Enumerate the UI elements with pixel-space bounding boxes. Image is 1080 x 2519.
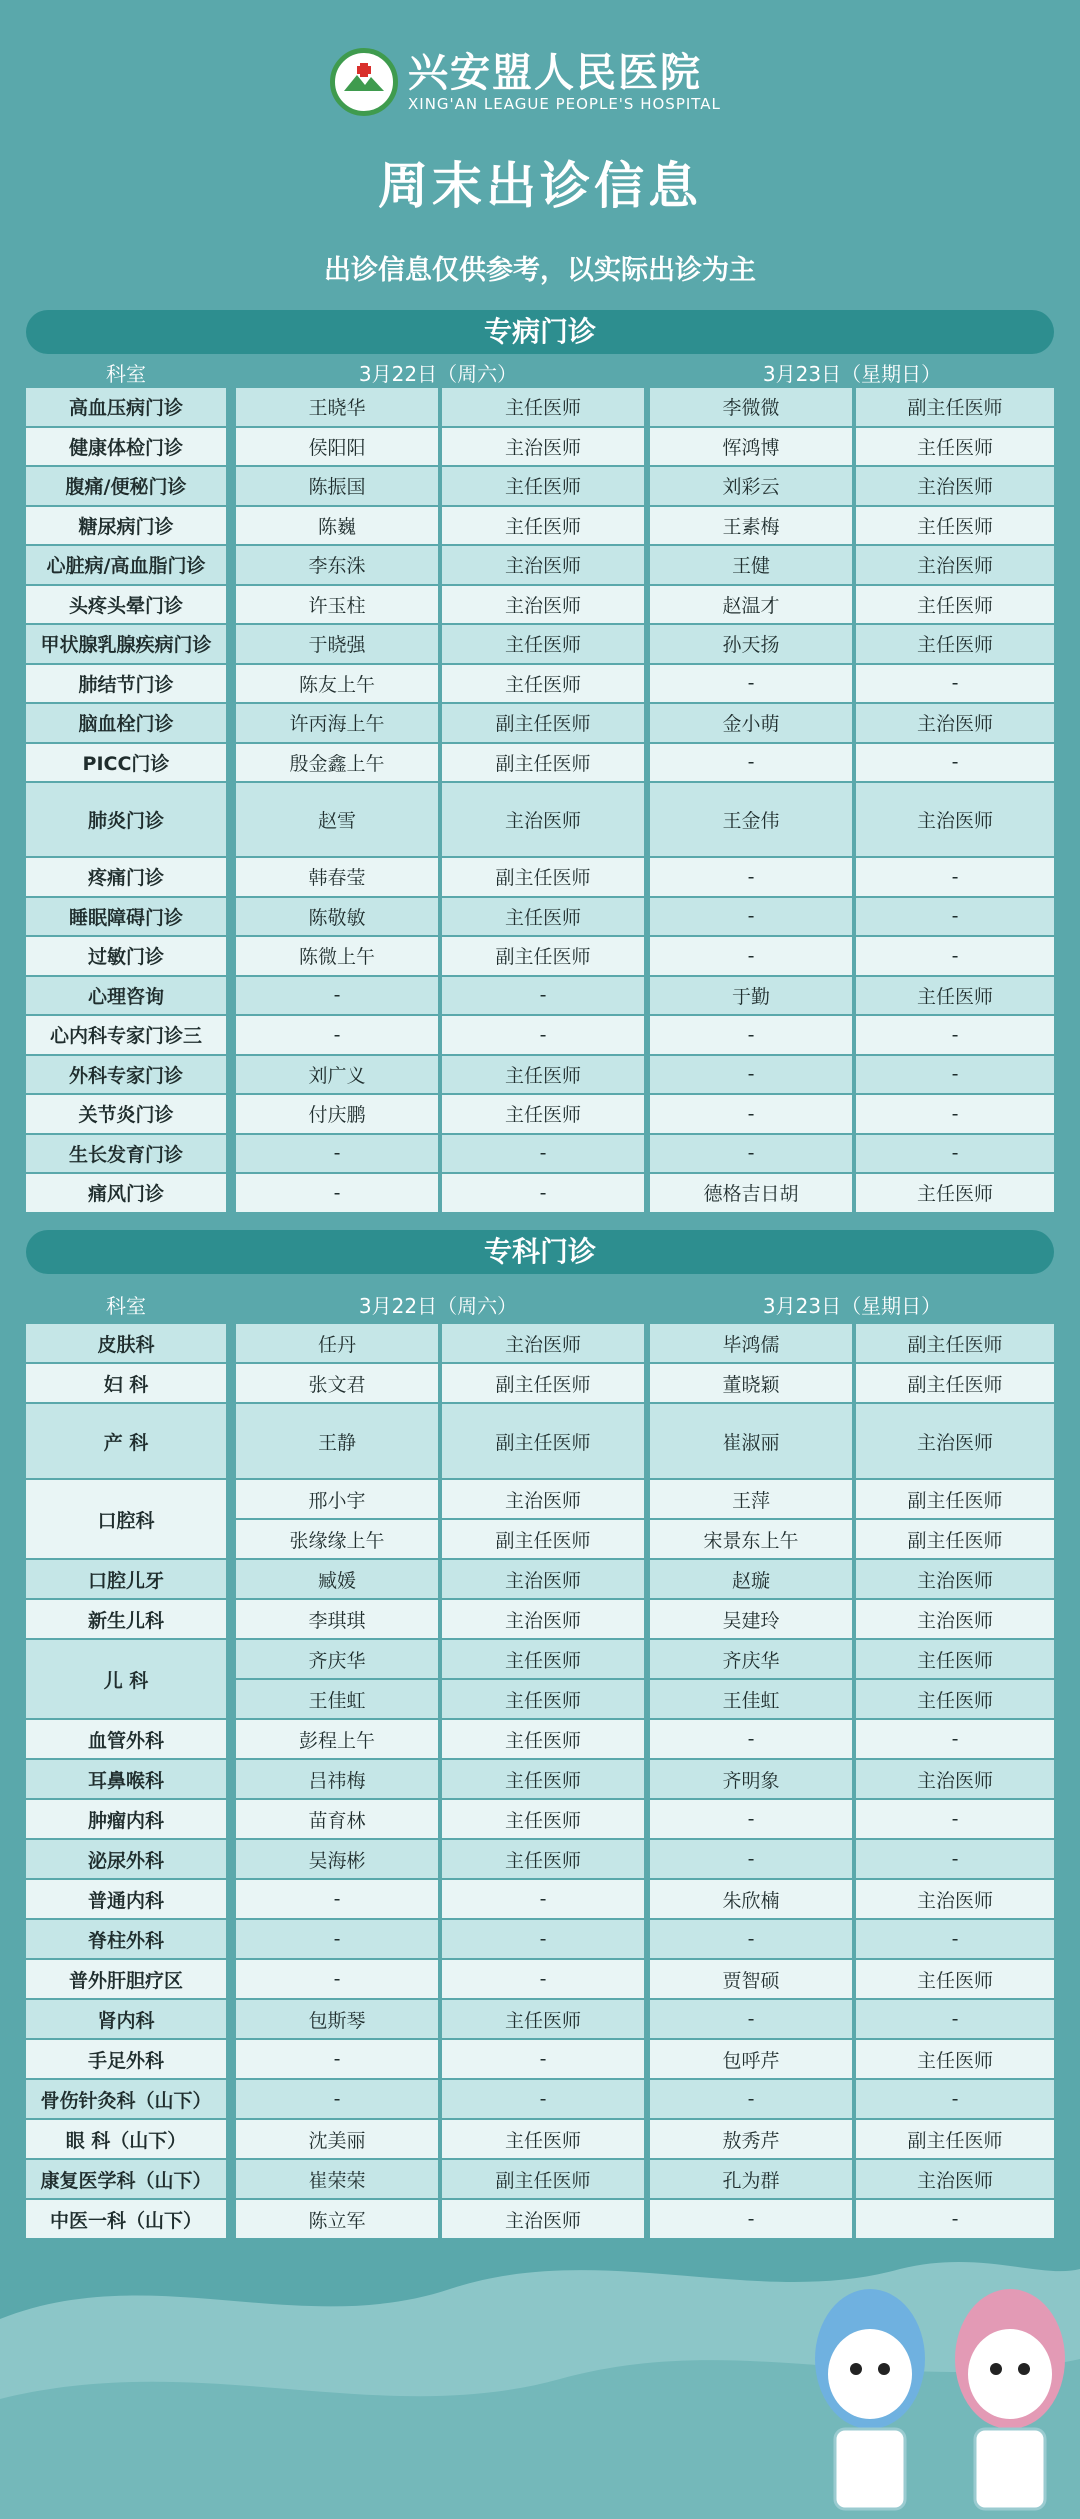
specialty-table	[26, 1324, 1054, 2240]
dept-cell: 心内科专家门诊三	[26, 1016, 226, 1056]
dept-cell: 过敏门诊	[26, 937, 226, 977]
dept-cell: 关节炎门诊	[26, 1095, 226, 1135]
dept-cell: 口腔科	[26, 1480, 226, 1560]
dept-cell: 康复医学科（山下）	[26, 2160, 226, 2200]
doctor-title-cell: 主任医师	[442, 467, 644, 507]
doctor-title-cell: -	[442, 1880, 644, 1920]
dept-cell: 口腔儿牙	[26, 1560, 226, 1600]
footer-decoration	[0, 2229, 1080, 2519]
doctor-name-cell: -	[236, 1174, 438, 1214]
doctor-name-cell: 许丙海上午	[236, 704, 438, 744]
doctor-title-cell: 主任医师	[856, 586, 1054, 626]
doctor-name-cell: 于勤	[650, 977, 852, 1017]
doctor-title-cell: 副主任医师	[856, 1364, 1054, 1404]
dept-cell: 肺结节门诊	[26, 665, 226, 705]
doctor-name-cell: 王晓华	[236, 388, 438, 428]
dept-cell: 手足外科	[26, 2040, 226, 2080]
table-row	[26, 1840, 1054, 1880]
table-row	[26, 388, 1054, 428]
doctor-name-cell: 宋景东上午	[650, 1520, 852, 1560]
doctor-title-cell: 主治医师	[856, 1880, 1054, 1920]
doctor-title-cell: 主治医师	[442, 1324, 644, 1364]
hospital-emblem-icon	[330, 48, 398, 116]
table-row	[26, 1600, 1054, 1640]
doctor-title-cell: 主治医师	[442, 2200, 644, 2240]
doctor-name-cell: 王萍	[650, 1480, 852, 1520]
doctor-title-cell: 主任医师	[442, 2000, 644, 2040]
table-row	[26, 586, 1054, 626]
doctor-name-cell: -	[236, 1920, 438, 1960]
doctor-name-cell: -	[236, 977, 438, 1017]
table-row	[26, 2040, 1054, 2080]
doctor-name-cell: 敖秀芹	[650, 2120, 852, 2160]
doctor-name-cell: 吴海彬	[236, 1840, 438, 1880]
dept-cell: 糖尿病门诊	[26, 507, 226, 547]
doctor-name-cell: 王静	[236, 1404, 438, 1480]
doctor-name-cell: 齐明象	[650, 1760, 852, 1800]
doctor-name-cell: 赵雪	[236, 783, 438, 858]
table-row	[26, 1560, 1054, 1600]
doctor-title-cell: 副主任医师	[442, 2160, 644, 2200]
doctor-name-cell: -	[236, 1960, 438, 2000]
doctor-name-cell: 付庆鹏	[236, 1095, 438, 1135]
column-header-day2: 3月23日（星期日）	[762, 362, 942, 386]
doctor-name-cell: 殷金鑫上午	[236, 744, 438, 784]
dept-cell: 生长发育门诊	[26, 1135, 226, 1175]
table-row	[26, 1800, 1054, 1840]
doctor-title-cell: -	[442, 1174, 644, 1214]
doctor-name-cell: 张文君	[236, 1364, 438, 1404]
doctor-name-cell: 李琪琪	[236, 1600, 438, 1640]
hospital-name-cn: 兴安盟人民医院	[408, 50, 702, 96]
doctor-title-cell: 主任医师	[442, 665, 644, 705]
table-row	[26, 1404, 1054, 1480]
table-row	[26, 1480, 1054, 1560]
doctor-title-cell: -	[856, 2000, 1054, 2040]
doctor-title-cell: 主任医师	[856, 1640, 1054, 1680]
dept-cell: 甲状腺乳腺疾病门诊	[26, 625, 226, 665]
dept-cell: 心脏病/高血脂门诊	[26, 546, 226, 586]
doctor-name-cell: -	[236, 1880, 438, 1920]
doctor-name-cell: 德格吉日胡	[650, 1174, 852, 1214]
doctor-name-cell: 陈友上午	[236, 665, 438, 705]
doctor-name-cell: -	[650, 1920, 852, 1960]
doctor-title-cell: 主任医师	[856, 977, 1054, 1017]
doctor-name-cell: 毕鸿儒	[650, 1324, 852, 1364]
table-row	[26, 1364, 1054, 1404]
doctor-title-cell: 主任医师	[442, 1095, 644, 1135]
doctor-name-cell: 陈振国	[236, 467, 438, 507]
doctor-title-cell: 副主任医师	[856, 1520, 1054, 1560]
header	[0, 0, 1080, 300]
section-title-specialty: 专科门诊	[26, 1230, 1054, 1274]
doctor-name-cell: 恽鸿博	[650, 428, 852, 468]
doctor-name-cell: 吴建玲	[650, 1600, 852, 1640]
table-row	[26, 1760, 1054, 1800]
doctor-name-cell: 赵璇	[650, 1560, 852, 1600]
doctor-title-cell: 副主任医师	[856, 2120, 1054, 2160]
doctor-title-cell: 主任医师	[442, 625, 644, 665]
column-header-dept-2: 科室	[106, 1294, 146, 1318]
doctor-name-cell: 彭程上午	[236, 1720, 438, 1760]
hospital-logo	[330, 48, 721, 116]
doctor-title-cell: 主治医师	[442, 783, 644, 858]
doctor-name-cell: 臧媛	[236, 1560, 438, 1600]
doctor-name-cell: 刘彩云	[650, 467, 852, 507]
dept-cell: 普通内科	[26, 1880, 226, 1920]
doctor-title-cell: -	[856, 1095, 1054, 1135]
table-row	[26, 2000, 1054, 2040]
doctor-name-cell: 崔荣荣	[236, 2160, 438, 2200]
table-row	[26, 546, 1054, 586]
dept-cell: 睡眠障碍门诊	[26, 898, 226, 938]
dept-cell: 中医一科（山下）	[26, 2200, 226, 2240]
doctor-name-cell: 齐庆华	[236, 1640, 438, 1680]
doctor-title-cell: 主任医师	[442, 1800, 644, 1840]
doctor-name-cell: 刘广义	[236, 1056, 438, 1096]
doctor-name-cell: -	[650, 1720, 852, 1760]
dept-cell: 眼 科（山下）	[26, 2120, 226, 2160]
column-header-day1: 3月22日（周六）	[358, 362, 518, 386]
dept-cell: 肾内科	[26, 2000, 226, 2040]
table-row	[26, 1095, 1054, 1135]
doctor-name-cell: 侯阳阳	[236, 428, 438, 468]
section-title-special-disease: 专病门诊	[26, 310, 1054, 354]
table-row	[26, 858, 1054, 898]
doctor-title-cell: 主任医师	[442, 2120, 644, 2160]
table-row	[26, 1174, 1054, 1214]
doctor-title-cell: 主任医师	[442, 507, 644, 547]
doctor-title-cell: 主任医师	[442, 1056, 644, 1096]
dept-cell: 肺炎门诊	[26, 783, 226, 858]
table-row	[26, 1056, 1054, 1096]
doctor-title-cell: 主治医师	[856, 2160, 1054, 2200]
doctor-name-cell: 任丹	[236, 1324, 438, 1364]
doctor-name-cell: 韩春莹	[236, 858, 438, 898]
table-row	[26, 1880, 1054, 1920]
doctor-title-cell: 主治医师	[856, 1600, 1054, 1640]
doctor-title-cell: -	[856, 1056, 1054, 1096]
table-row	[26, 704, 1054, 744]
dept-cell: 泌尿外科	[26, 1840, 226, 1880]
doctor-name-cell: -	[236, 1016, 438, 1056]
doctor-name-cell: 张缘缘上午	[236, 1520, 438, 1560]
table-row	[26, 428, 1054, 468]
hospital-name-en: XING'AN LEAGUE PEOPLE'S HOSPITAL	[408, 95, 721, 113]
doctor-name-cell: -	[650, 1095, 852, 1135]
doctor-title-cell: -	[856, 2200, 1054, 2240]
table-row	[26, 1920, 1054, 1960]
doctor-title-cell: -	[442, 2080, 644, 2120]
doctor-title-cell: -	[856, 1920, 1054, 1960]
doctor-title-cell: -	[442, 1920, 644, 1960]
doctor-name-cell: -	[650, 1800, 852, 1840]
dept-cell: 妇 科	[26, 1364, 226, 1404]
doctor-name-cell: -	[236, 2080, 438, 2120]
table-row	[26, 1960, 1054, 2000]
doctor-title-cell: 副主任医师	[442, 744, 644, 784]
table-row	[26, 1016, 1054, 1056]
doctor-name-cell: -	[650, 858, 852, 898]
doctor-title-cell: 副主任医师	[856, 388, 1054, 428]
dept-cell: 心理咨询	[26, 977, 226, 1017]
dept-cell: 新生儿科	[26, 1600, 226, 1640]
doctor-title-cell: -	[856, 937, 1054, 977]
dept-cell: 普外肝胆疗区	[26, 1960, 226, 2000]
table-row	[26, 744, 1054, 784]
doctor-title-cell: 主任医师	[856, 428, 1054, 468]
doctor-name-cell: -	[650, 744, 852, 784]
doctor-title-cell: 副主任医师	[442, 1404, 644, 1480]
column-header-day1-2: 3月22日（周六）	[358, 1294, 518, 1318]
table-row	[26, 507, 1054, 547]
dept-cell: 血管外科	[26, 1720, 226, 1760]
doctor-title-cell: -	[856, 1016, 1054, 1056]
doctor-title-cell: 主任医师	[856, 2040, 1054, 2080]
page-title: 周末出诊信息	[378, 157, 702, 215]
doctor-name-cell: 王素梅	[650, 507, 852, 547]
table-row	[26, 898, 1054, 938]
dept-cell: 肿瘤内科	[26, 1800, 226, 1840]
subtitle: 出诊信息仅供参考，以实际出诊为主	[324, 255, 756, 286]
table-row	[26, 625, 1054, 665]
doctor-title-cell: -	[856, 1800, 1054, 1840]
doctor-title-cell: 主任医师	[442, 1760, 644, 1800]
doctor-title-cell: 主治医师	[856, 467, 1054, 507]
doctor-title-cell: 副主任医师	[442, 858, 644, 898]
doctor-name-cell: 朱欣楠	[650, 1880, 852, 1920]
doctor-title-cell: -	[442, 1016, 644, 1056]
dept-cell: 耳鼻喉科	[26, 1760, 226, 1800]
doctor-title-cell: 副主任医师	[442, 937, 644, 977]
doctor-name-cell: 沈美丽	[236, 2120, 438, 2160]
doctor-name-cell: -	[650, 898, 852, 938]
doctor-title-cell: -	[856, 1840, 1054, 1880]
doctor-name-cell: 苗育林	[236, 1800, 438, 1840]
table-row	[26, 1135, 1054, 1175]
dept-cell: 脊柱外科	[26, 1920, 226, 1960]
table-row	[26, 937, 1054, 977]
doctor-title-cell: 主任医师	[856, 625, 1054, 665]
doctor-title-cell: -	[442, 1135, 644, 1175]
doctor-name-cell: 齐庆华	[650, 1640, 852, 1680]
doctor-title-cell: 主治医师	[856, 1404, 1054, 1480]
doctor-name-cell: 包呼芹	[650, 2040, 852, 2080]
table-row	[26, 2160, 1054, 2200]
doctor-name-cell: -	[236, 1135, 438, 1175]
doctor-title-cell: 主治医师	[856, 546, 1054, 586]
dept-cell: 头疼头晕门诊	[26, 586, 226, 626]
doctor-name-cell: 金小萌	[650, 704, 852, 744]
table-row	[26, 977, 1054, 1017]
doctor-title-cell: -	[856, 898, 1054, 938]
doctor-name-cell: 许玉柱	[236, 586, 438, 626]
doctor-name-cell: 王佳虹	[236, 1680, 438, 1720]
table-row	[26, 2120, 1054, 2160]
doctor-name-cell: 邢小宇	[236, 1480, 438, 1520]
table-row	[26, 665, 1054, 705]
dept-cell: 高血压病门诊	[26, 388, 226, 428]
doctor-title-cell: 副主任医师	[442, 704, 644, 744]
dept-cell: 疼痛门诊	[26, 858, 226, 898]
doctor-title-cell: 主任医师	[856, 507, 1054, 547]
table-row	[26, 1720, 1054, 1760]
doctor-title-cell: 副主任医师	[856, 1480, 1054, 1520]
doctor-title-cell: -	[442, 1960, 644, 2000]
special-disease-table	[26, 388, 1054, 1214]
column-header-day2-2: 3月23日（星期日）	[762, 1294, 942, 1318]
doctor-title-cell: -	[442, 977, 644, 1017]
dept-cell: 脑血栓门诊	[26, 704, 226, 744]
doctor-name-cell: 王佳虹	[650, 1680, 852, 1720]
doctor-title-cell: 主治医师	[442, 1560, 644, 1600]
table-row	[26, 467, 1054, 507]
doctor-name-cell: 贾智硕	[650, 1960, 852, 2000]
doctor-title-cell: -	[856, 744, 1054, 784]
dept-cell: 外科专家门诊	[26, 1056, 226, 1096]
doctor-name-cell: 王健	[650, 546, 852, 586]
doctor-name-cell: -	[650, 937, 852, 977]
doctor-name-cell: -	[650, 2080, 852, 2120]
dept-cell: 皮肤科	[26, 1324, 226, 1364]
doctor-title-cell: 副主任医师	[856, 1324, 1054, 1364]
column-header-dept: 科室	[106, 362, 146, 386]
doctor-title-cell: 主任医师	[442, 1680, 644, 1720]
doctor-title-cell: -	[856, 1135, 1054, 1175]
dept-cell: 儿 科	[26, 1640, 226, 1720]
doctor-title-cell: -	[856, 2080, 1054, 2120]
doctor-title-cell: 主治医师	[856, 1760, 1054, 1800]
doctor-name-cell: 崔淑丽	[650, 1404, 852, 1480]
doctor-title-cell: -	[856, 665, 1054, 705]
doctor-title-cell: -	[442, 2040, 644, 2080]
doctor-title-cell: 主治医师	[442, 546, 644, 586]
doctor-title-cell: 主治医师	[856, 1560, 1054, 1600]
doctor-name-cell: -	[650, 1840, 852, 1880]
dept-cell: 健康体检门诊	[26, 428, 226, 468]
doctor-name-cell: 孔为群	[650, 2160, 852, 2200]
doctor-title-cell: 主治医师	[442, 1600, 644, 1640]
doctor-name-cell: -	[650, 1016, 852, 1056]
doctor-title-cell: 主任医师	[442, 1840, 644, 1880]
dept-cell: 痛风门诊	[26, 1174, 226, 1214]
doctor-name-cell: 于晓强	[236, 625, 438, 665]
doctor-name-cell: -	[650, 2000, 852, 2040]
doctor-name-cell: -	[236, 2040, 438, 2080]
doctor-name-cell: 陈巍	[236, 507, 438, 547]
doctor-name-cell: 董晓颖	[650, 1364, 852, 1404]
doctor-name-cell: 王金伟	[650, 783, 852, 858]
doctor-name-cell: 赵温才	[650, 586, 852, 626]
doctor-title-cell: 主治医师	[856, 783, 1054, 858]
doctor-title-cell: 主任医师	[442, 898, 644, 938]
doctor-name-cell: -	[650, 665, 852, 705]
doctor-name-cell: 孙天扬	[650, 625, 852, 665]
doctor-title-cell: 主治医师	[856, 704, 1054, 744]
doctor-name-cell: 陈敬敏	[236, 898, 438, 938]
doctor-name-cell: 李微微	[650, 388, 852, 428]
table-row	[26, 1324, 1054, 1364]
doctor-title-cell: 主治医师	[442, 586, 644, 626]
doctor-title-cell: 主任医师	[442, 1720, 644, 1760]
doctor-title-cell: 主任医师	[856, 1174, 1054, 1214]
doctor-name-cell: 陈立军	[236, 2200, 438, 2240]
dept-cell: 产 科	[26, 1404, 226, 1480]
table-row	[26, 1640, 1054, 1720]
doctor-name-cell: 李东洙	[236, 546, 438, 586]
table-row	[26, 783, 1054, 858]
doctor-name-cell: 包斯琴	[236, 2000, 438, 2040]
dept-cell: PICC门诊	[26, 744, 226, 784]
doctor-title-cell: 副主任医师	[442, 1520, 644, 1560]
doctor-title-cell: 主任医师	[856, 1960, 1054, 2000]
doctor-title-cell: 主治医师	[442, 428, 644, 468]
doctor-name-cell: -	[650, 2200, 852, 2240]
doctor-title-cell: -	[856, 1720, 1054, 1760]
doctor-name-cell: 吕祎梅	[236, 1760, 438, 1800]
doctor-name-cell: 陈微上午	[236, 937, 438, 977]
table-row	[26, 2080, 1054, 2120]
doctor-name-cell: -	[650, 1056, 852, 1096]
doctor-title-cell: 副主任医师	[442, 1364, 644, 1404]
doctor-title-cell: 主任医师	[442, 1640, 644, 1680]
doctor-title-cell: 主任医师	[856, 1680, 1054, 1720]
dept-cell: 骨伤针灸科（山下）	[26, 2080, 226, 2120]
doctor-name-cell: -	[650, 1135, 852, 1175]
dept-cell: 腹痛/便秘门诊	[26, 467, 226, 507]
doctor-title-cell: -	[856, 858, 1054, 898]
doctor-title-cell: 主任医师	[442, 388, 644, 428]
doctor-title-cell: 主治医师	[442, 1480, 644, 1520]
